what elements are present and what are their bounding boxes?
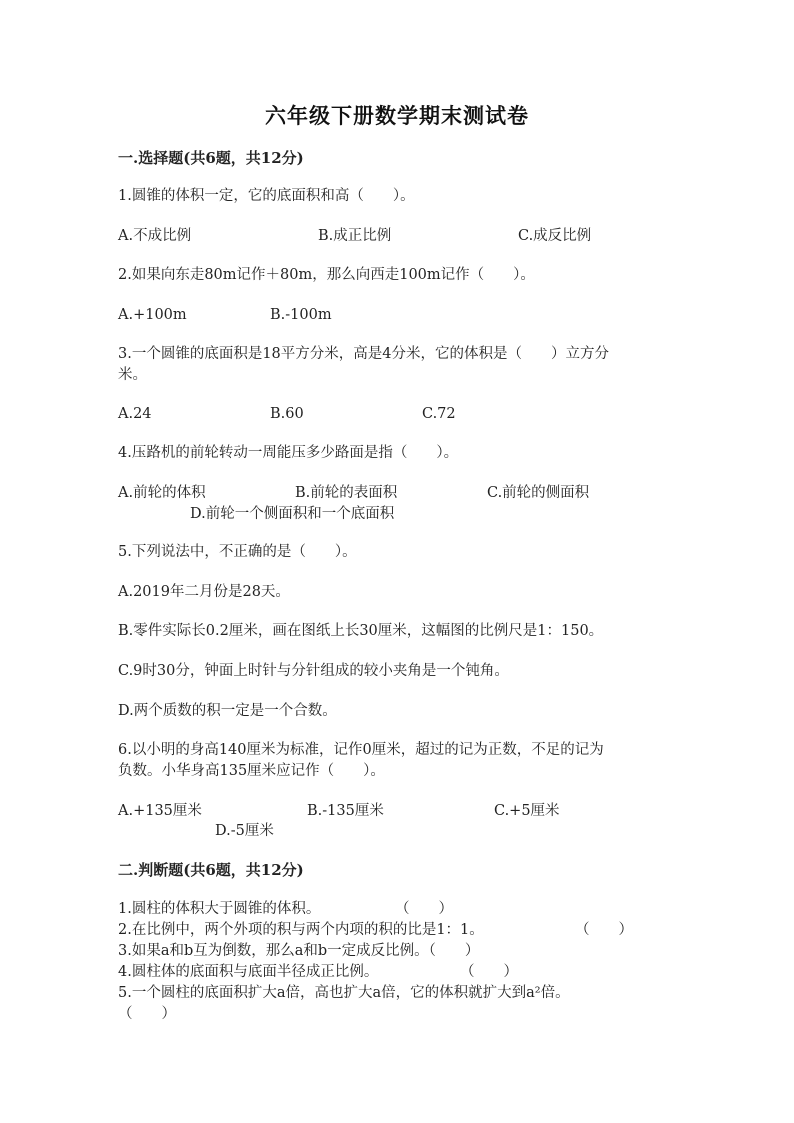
- question-6-option-d: D.-5厘米: [215, 823, 274, 839]
- question-6-stem-line-2: 负数。小华身高135厘米应记作（ ）。: [118, 763, 385, 779]
- question-3-stem-line-2: 米。: [118, 367, 147, 383]
- judge-item-5-paren: （ ）: [118, 1006, 176, 1022]
- question-6-option-c: C.+5厘米: [494, 803, 560, 819]
- judge-item-3: 3.如果a和b互为倒数，那么a和b一定成反比例。（ ）: [118, 943, 480, 959]
- judge-item-1-paren: （ ）: [395, 901, 453, 917]
- question-5-option-d: D.两个质数的积一定是一个合数。: [118, 703, 337, 719]
- question-4-option-a: A.前轮的体积: [118, 485, 206, 501]
- question-4-option-d: D.前轮一个侧面积和一个底面积: [190, 506, 395, 522]
- judge-item-5: 5.一个圆柱的底面积扩大a倍，高也扩大a倍，它的体积就扩大到a²倍。: [118, 985, 570, 1001]
- judge-item-1: 1.圆柱的体积大于圆锥的体积。: [118, 901, 321, 917]
- question-3-option-c: C.72: [422, 406, 456, 422]
- question-2-option-b: B.-100m: [270, 307, 332, 323]
- section-heading-judgement: 二.判断题(共6题，共12分): [118, 861, 304, 879]
- question-4-option-c: C.前轮的侧面积: [487, 485, 590, 501]
- judge-item-4: 4.圆柱体的底面积与底面半径成正比例。: [118, 964, 379, 980]
- judge-item-4-paren: （ ）: [460, 964, 518, 980]
- question-1-option-a: A.不成比例: [118, 228, 192, 244]
- question-5-option-a: A.2019年二月份是28天。: [118, 584, 290, 600]
- question-6-option-a: A.+135厘米: [118, 803, 202, 819]
- question-4-stem: 4.压路机的前轮转动一周能压多少路面是指（ ）。: [118, 445, 459, 461]
- question-5-option-b: B.零件实际长0.2厘米，画在图纸上长30厘米，这幅图的比例尺是1：150。: [118, 623, 604, 639]
- judge-item-2-paren: （ ）: [575, 922, 633, 938]
- question-6-stem-line-1: 6.以小明的身高140厘米为标准，记作0厘米，超过的记为正数，不足的记为: [118, 742, 604, 758]
- question-1-stem: 1.圆锥的体积一定，它的底面积和高（ ）。: [118, 188, 415, 204]
- question-3-option-a: A.24: [118, 406, 152, 422]
- page-title: 六年级下册数学期末测试卷: [265, 103, 529, 128]
- question-5-stem: 5.下列说法中，不正确的是（ ）。: [118, 544, 357, 560]
- question-3-option-b: B.60: [270, 406, 304, 422]
- question-5-option-c: C.9时30分，钟面上时针与分针组成的较小夹角是一个钝角。: [118, 663, 509, 679]
- question-2-option-a: A.+100m: [118, 307, 187, 323]
- question-2-stem: 2.如果向东走80m记作＋80m，那么向西走100m记作（ ）。: [118, 267, 535, 283]
- judge-item-2: 2.在比例中，两个外项的积与两个内项的积的比是1：1。: [118, 922, 484, 938]
- question-1-option-b: B.成正比例: [318, 228, 392, 244]
- question-4-option-b: B.前轮的表面积: [295, 485, 398, 501]
- question-6-option-b: B.-135厘米: [307, 803, 384, 819]
- section-heading-choice: 一.选择题(共6题，共12分): [118, 149, 304, 167]
- question-3-stem-line-1: 3.一个圆锥的底面积是18平方分米，高是4分米，它的体积是（ ）立方分: [118, 346, 610, 362]
- question-1-option-c: C.成反比例: [518, 228, 592, 244]
